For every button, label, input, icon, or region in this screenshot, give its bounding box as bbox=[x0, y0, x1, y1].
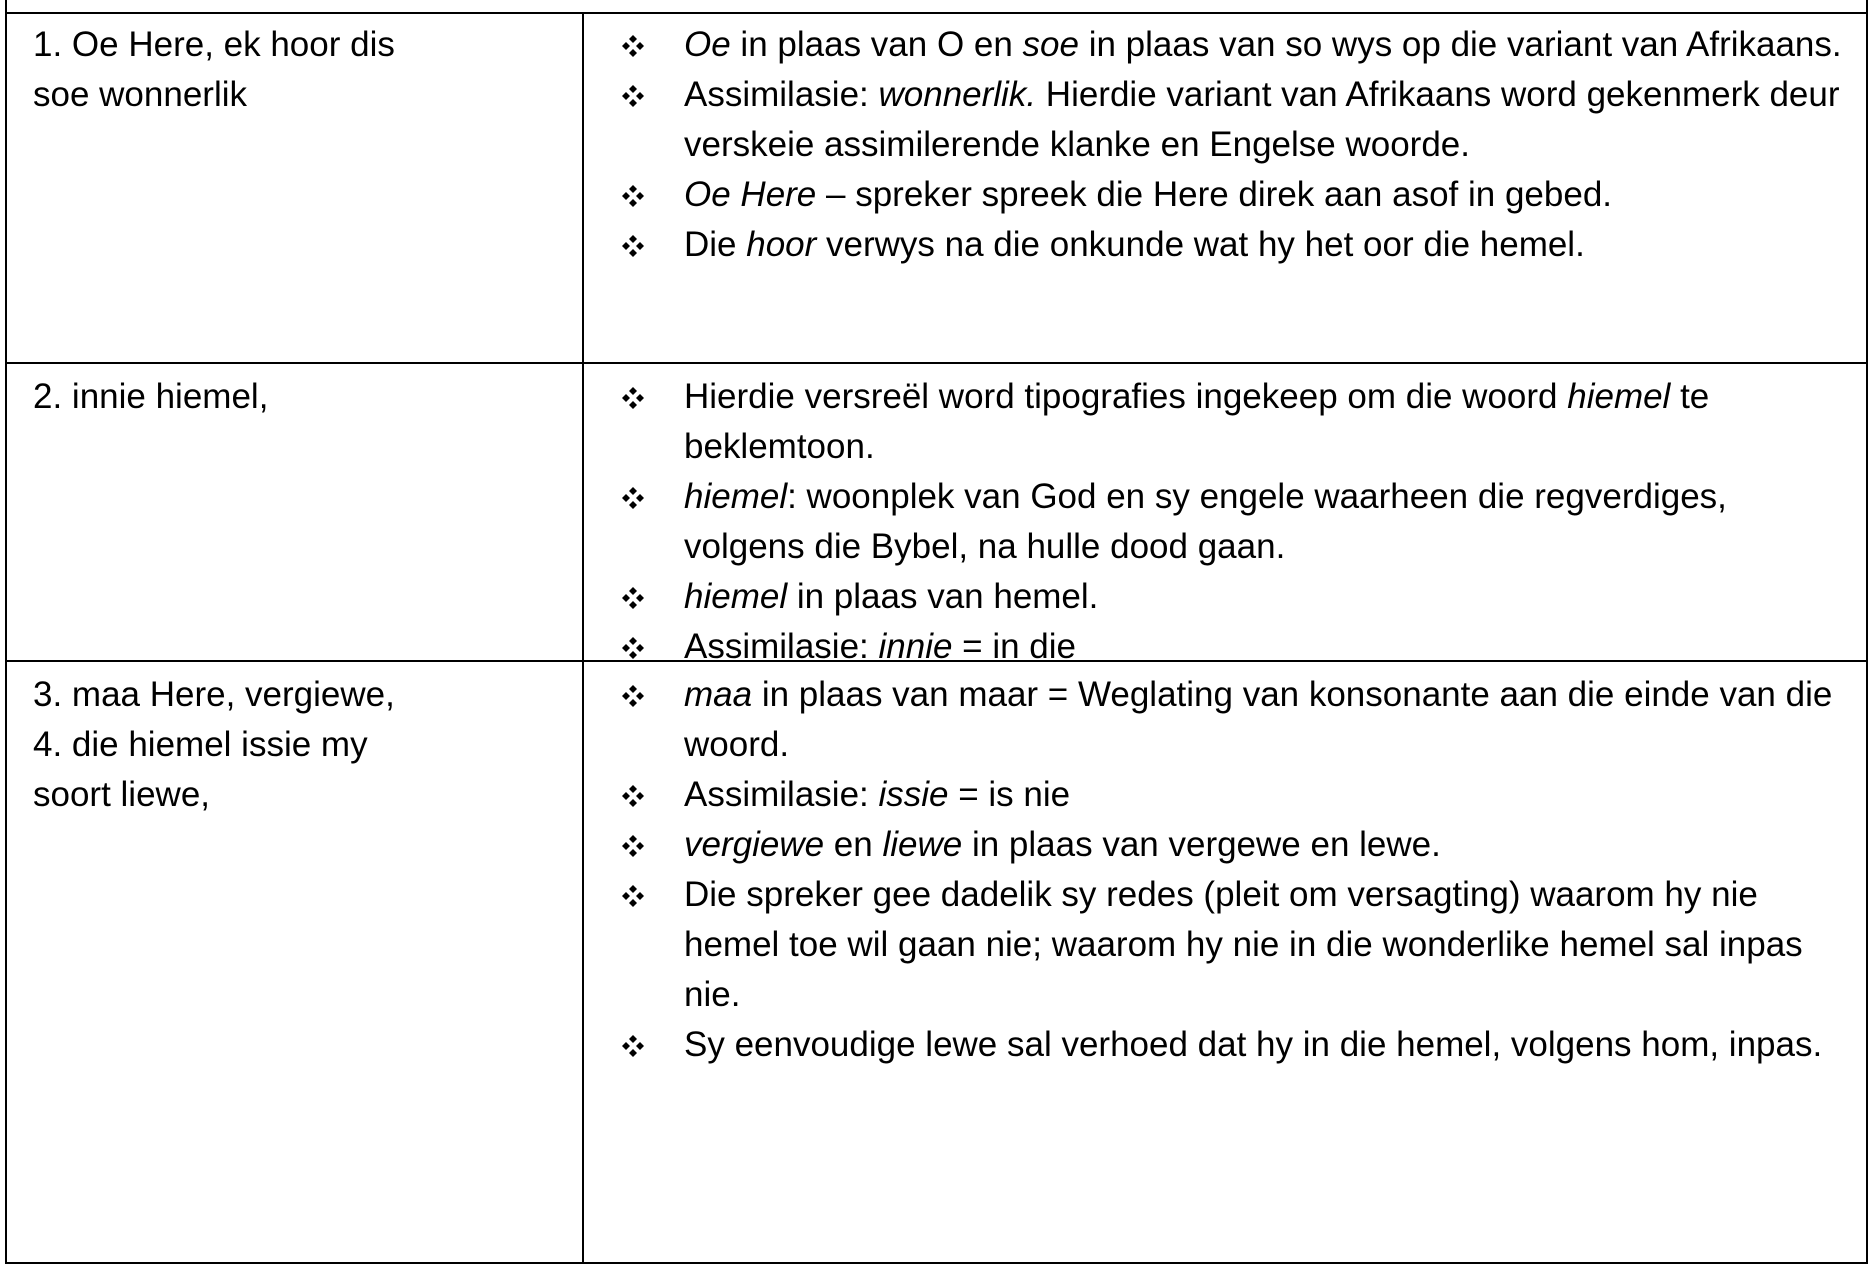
note-item bbox=[600, 170, 1850, 220]
four-diamond-bullet-icon bbox=[622, 85, 644, 107]
note-item bbox=[600, 70, 1850, 170]
note-text: : woonplek van God en sy engele waarheen die regverdiges, volgens die Bybel, na hulle dood gaan. bbox=[684, 477, 1727, 566]
notes-cell-2 bbox=[600, 372, 1850, 672]
note-italic-term: hoor bbox=[746, 225, 817, 264]
note-text: – spreker spreek die Here direk aan asof in gebed. bbox=[816, 175, 1613, 214]
note-item bbox=[600, 622, 1850, 672]
note-text: Assimilasie: bbox=[684, 75, 879, 114]
row-divider bbox=[5, 362, 1868, 364]
four-diamond-bullet-icon bbox=[622, 785, 644, 807]
four-diamond-bullet-icon bbox=[622, 835, 644, 857]
note-item bbox=[600, 670, 1850, 770]
four-diamond-bullet-icon bbox=[622, 185, 644, 207]
note-text: in plaas van maar = Weglating van konsonante aan die einde van die woord. bbox=[684, 675, 1833, 764]
four-diamond-bullet-icon bbox=[622, 637, 644, 659]
four-diamond-bullet-icon bbox=[622, 685, 644, 707]
note-item bbox=[600, 820, 1850, 870]
note-text: Hierdie versreël word tipografies ingekeep om die woord bbox=[684, 377, 1568, 416]
note-italic-term: hiemel bbox=[684, 577, 788, 616]
note-item bbox=[600, 870, 1850, 1020]
verse-cell-3: 3. maa Here, vergiewe, 4. die hiemel issie my soort liewe, bbox=[33, 675, 395, 814]
note-item bbox=[600, 472, 1850, 572]
note-text: Hierdie variant van Afrikaans word gekenmerk deur verskeie assimilerende klanke en Engelse woorde. bbox=[684, 75, 1840, 164]
table-top-border bbox=[5, 12, 1868, 14]
note-text: = is nie bbox=[948, 775, 1071, 814]
notes-list bbox=[600, 20, 1850, 270]
note-item bbox=[600, 372, 1850, 472]
four-diamond-bullet-icon bbox=[622, 487, 644, 509]
note-italic-term: liewe bbox=[882, 825, 963, 864]
note-item bbox=[600, 20, 1850, 70]
note-item bbox=[600, 1020, 1850, 1070]
note-italic-term: wonnerlik. bbox=[878, 75, 1037, 114]
note-text: Sy eenvoudige lewe sal verhoed dat hy in die hemel, volgens hom, inpas. bbox=[684, 1025, 1823, 1064]
note-italic-term: issie bbox=[878, 775, 949, 814]
note-text: in plaas van vergewe en lewe. bbox=[962, 825, 1441, 864]
note-italic-term: vergiewe bbox=[684, 825, 825, 864]
four-diamond-bullet-icon bbox=[622, 35, 644, 57]
note-italic-term: Oe bbox=[684, 25, 731, 64]
notes-cell-3 bbox=[600, 670, 1850, 1070]
verse-cell-2: 2. innie hiemel, bbox=[33, 377, 269, 416]
notes-list bbox=[600, 670, 1850, 1070]
four-diamond-bullet-icon bbox=[622, 235, 644, 257]
four-diamond-bullet-icon bbox=[622, 885, 644, 907]
note-text: in plaas van O en bbox=[730, 25, 1023, 64]
notes-cell-1 bbox=[600, 20, 1850, 270]
note-text: Assimilasie: bbox=[684, 627, 879, 666]
note-italic-term: innie bbox=[878, 627, 953, 666]
note-text: = in die bbox=[952, 627, 1076, 666]
note-italic-term: maa bbox=[684, 675, 753, 714]
four-diamond-bullet-icon bbox=[622, 587, 644, 609]
note-text: Assimilasie: bbox=[684, 775, 879, 814]
note-italic-term: Oe Here bbox=[684, 175, 817, 214]
note-text: in plaas van hemel. bbox=[787, 577, 1099, 616]
four-diamond-bullet-icon bbox=[622, 1035, 644, 1057]
note-item bbox=[600, 220, 1850, 270]
four-diamond-bullet-icon bbox=[622, 387, 644, 409]
note-italic-term: soe bbox=[1022, 25, 1079, 64]
note-text: te beklemtoon. bbox=[684, 377, 1710, 466]
note-text: en bbox=[824, 825, 883, 864]
note-text: Die spreker gee dadelik sy redes (pleit om versagting) waarom hy nie hemel toe wil gaan nie; waarom hy nie in die wonderlike hemel sal inpas nie. bbox=[684, 875, 1803, 1014]
note-text: Die bbox=[684, 225, 747, 264]
column-divider bbox=[582, 12, 584, 1264]
verse-cell-1: 1. Oe Here, ek hoor dis soe wonnerlik bbox=[33, 25, 395, 114]
note-item bbox=[600, 770, 1850, 820]
note-item bbox=[600, 572, 1850, 622]
note-text: verwys na die onkunde wat hy het oor die hemel. bbox=[816, 225, 1585, 264]
notes-list bbox=[600, 372, 1850, 672]
note-text: in plaas van so wys op die variant van Afrikaans. bbox=[1078, 25, 1842, 64]
note-italic-term: hiemel bbox=[1567, 377, 1671, 416]
note-italic-term: hiemel bbox=[684, 477, 788, 516]
